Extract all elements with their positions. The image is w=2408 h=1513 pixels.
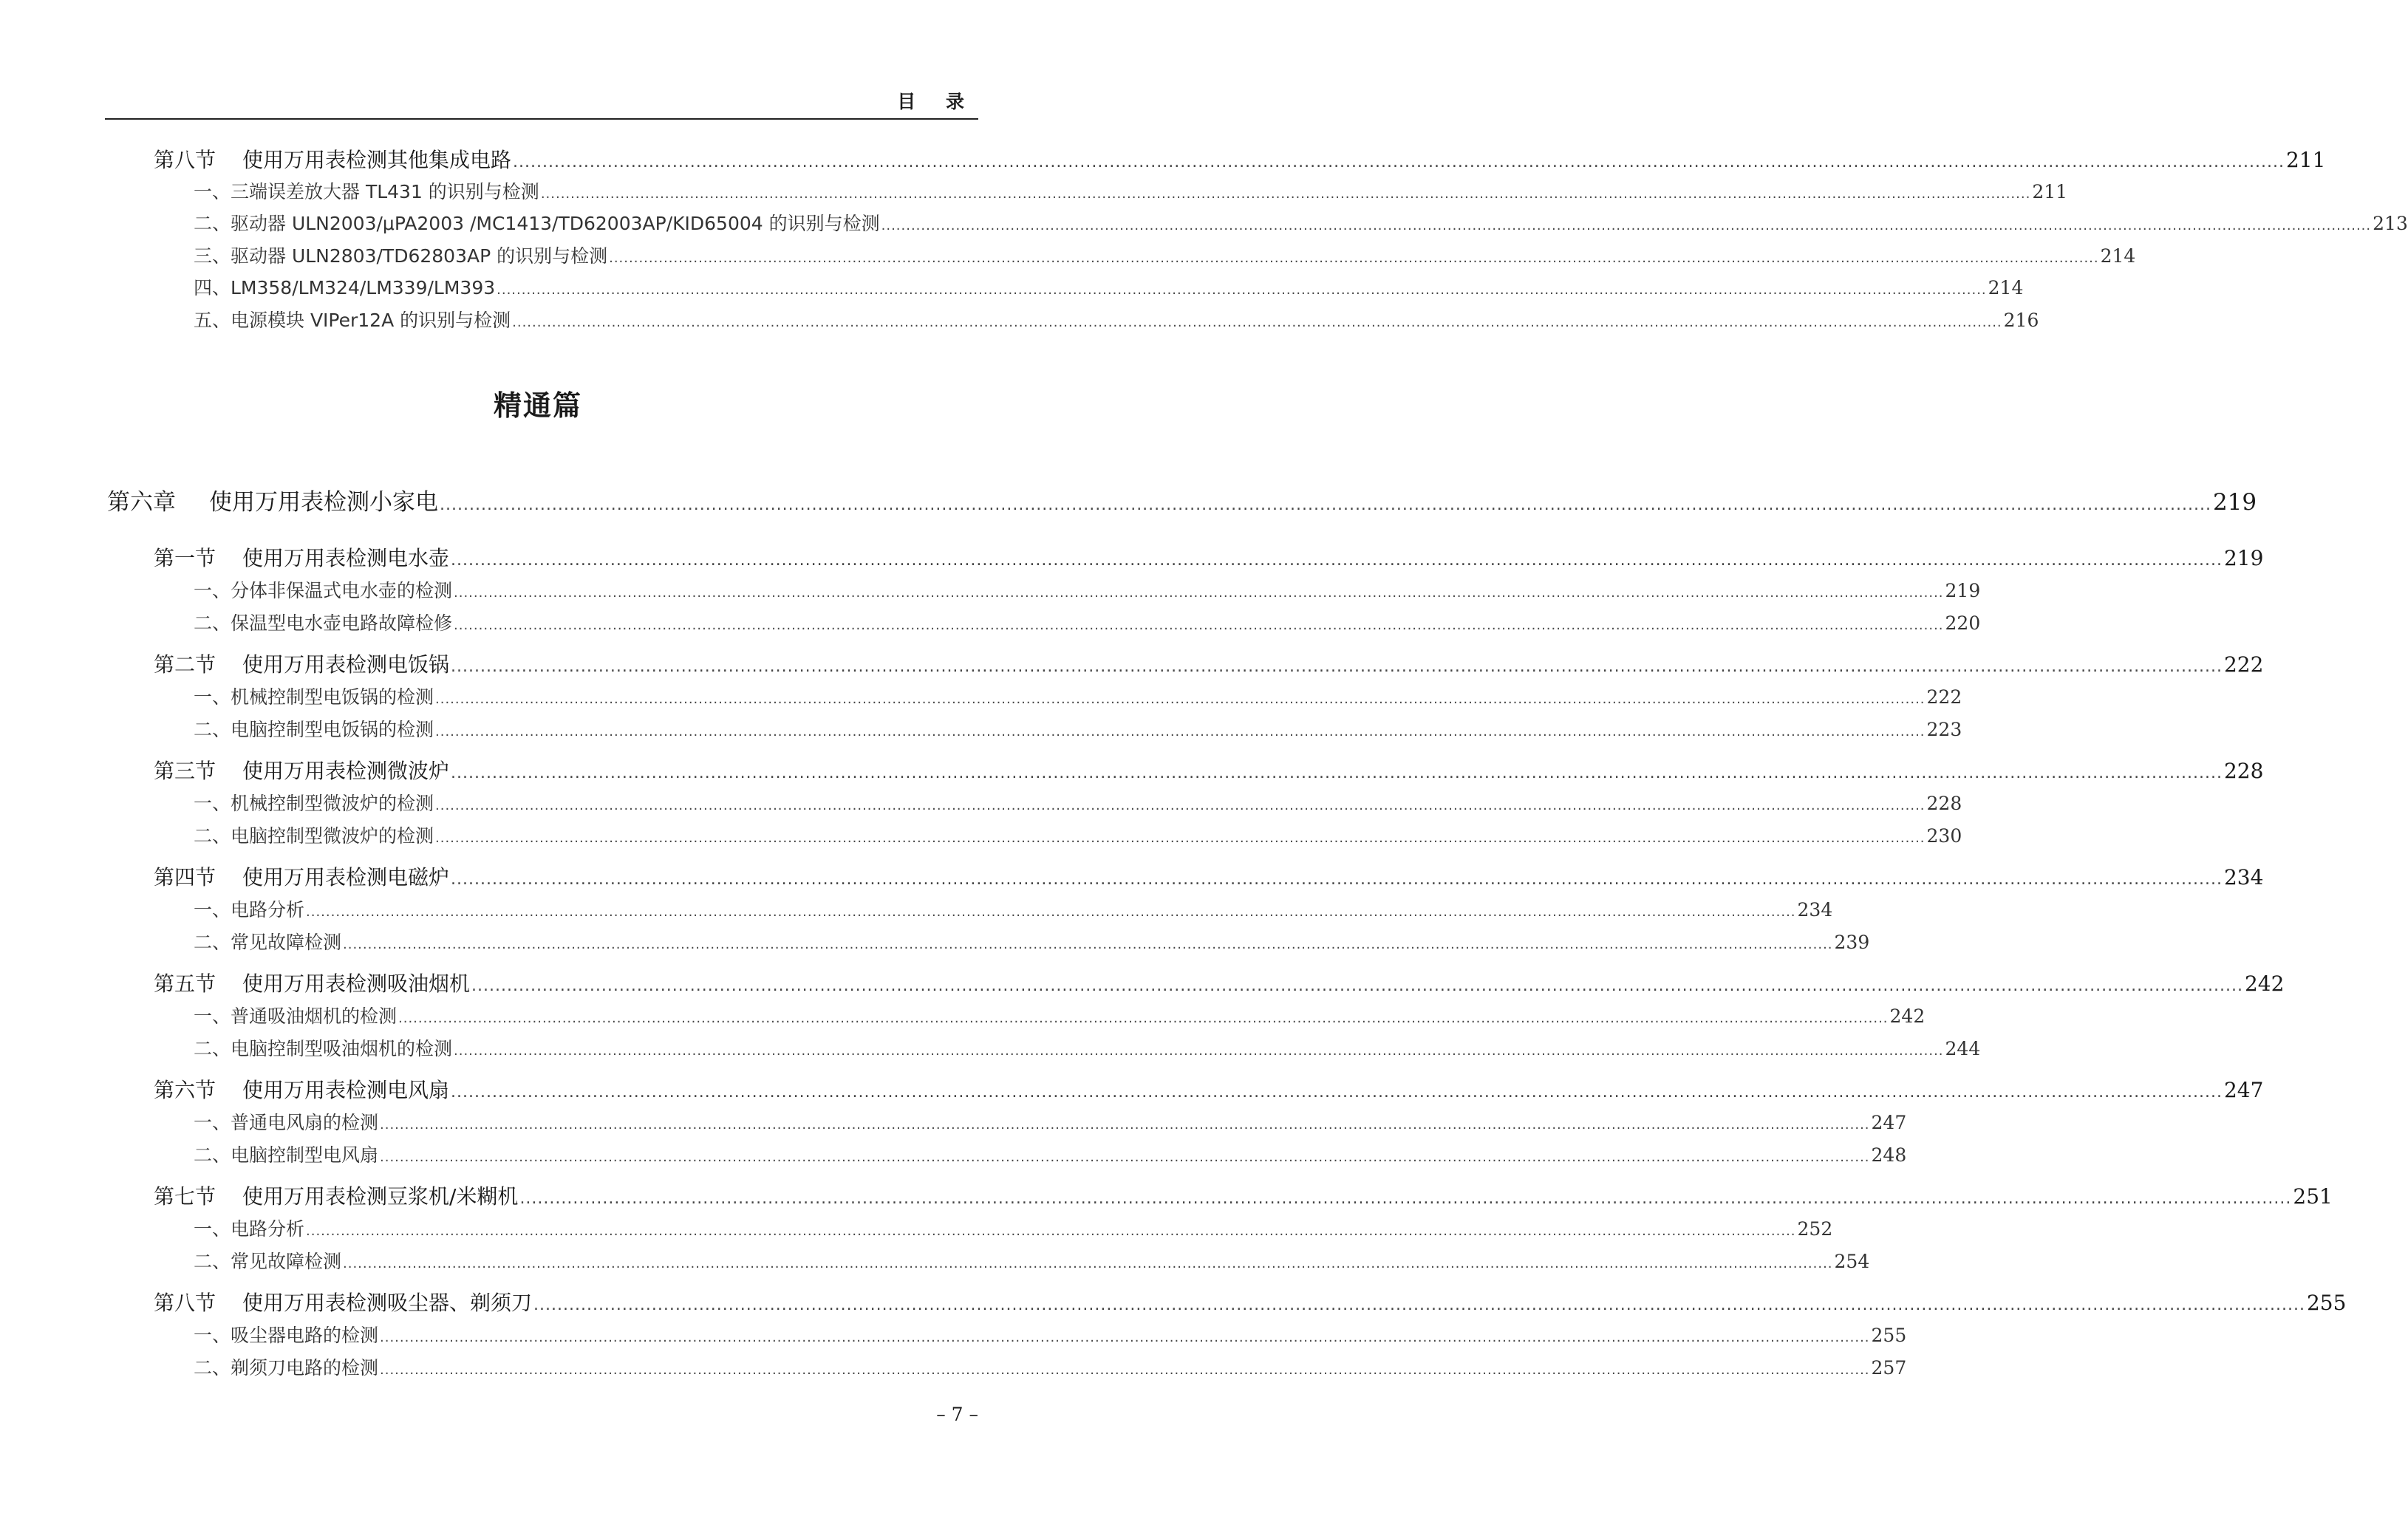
leader-dots: ............................................................................................................................................................................................................................................................................................................ <box>343 937 1833 952</box>
subentry-label: 二、保温型电水壶电路故障检修 <box>194 612 453 634</box>
section-title: 使用万用表检测电风扇 <box>242 1078 450 1102</box>
page-ref: 219 <box>2223 546 2264 570</box>
subentry-label: 五、电源模块 VIPer12A 的识别与检测 <box>194 310 511 331</box>
subentry-label: 二、常见故障检测 <box>194 1251 342 1272</box>
page-ref: 255 <box>2306 1291 2347 1315</box>
leader-dots: ............................................................................................................................................................................................................................................................................................................ <box>380 1117 1870 1133</box>
page-ref: 251 <box>2293 1184 2333 1209</box>
toc-subentry[interactable] <box>194 609 1981 635</box>
toc-subentry[interactable] <box>194 177 2068 204</box>
page-ref: 214 <box>1988 277 2024 298</box>
leader-dots: ............................................................................................................................................................................................................................................................................................................ <box>881 218 2372 233</box>
page-ref: 255 <box>1871 1325 1907 1346</box>
page-ref: 220 <box>1945 612 1981 634</box>
toc-subentry[interactable] <box>194 1247 1870 1274</box>
toc-subentry[interactable] <box>194 1002 1926 1028</box>
toc-section-entry[interactable] <box>154 542 2264 572</box>
section-title: 使用万用表检测其他集成电路 <box>242 148 512 172</box>
chapter-title: 使用万用表检测小家电 <box>209 489 438 516</box>
leader-dots: ............................................................................................................................................................................................................................................................................................................ <box>451 870 2223 889</box>
page-ref: 228 <box>1926 793 1962 814</box>
page-ref: 252 <box>1797 1218 1833 1240</box>
page-ref: 257 <box>1871 1357 1907 1379</box>
subentry-label: 一、普通电风扇的检测 <box>194 1112 379 1133</box>
page-ref: 219 <box>2212 489 2257 516</box>
page-ref: 223 <box>1926 719 1962 740</box>
toc-section-entry[interactable] <box>154 1074 2264 1104</box>
page-ref: 216 <box>2003 310 2039 331</box>
toc-section-entry[interactable] <box>154 861 2264 891</box>
subentry-label: 一、普通吸油烟机的检测 <box>194 1005 398 1027</box>
toc-subentry[interactable] <box>194 683 1962 709</box>
toc-subentry[interactable] <box>194 1141 1907 1167</box>
page-ref: 254 <box>1834 1251 1870 1272</box>
subentry-label: 一、三端误差放大器 TL431 的识别与检测 <box>194 181 539 202</box>
part-title: 精通篇 <box>493 389 582 422</box>
leader-dots: ............................................................................................................................................................................................................................................................................................................ <box>454 585 1944 601</box>
page-ref: 234 <box>1797 899 1833 921</box>
section-number: 第八节 <box>154 1291 216 1315</box>
page-number: – 7 – <box>936 1404 978 1425</box>
toc-section-entry[interactable] <box>154 755 2264 785</box>
section-title: 使用万用表检测微波炉 <box>242 759 450 783</box>
leader-dots: ............................................................................................................................................................................................................................................................................................................ <box>343 1256 1833 1271</box>
toc-subentry[interactable] <box>194 576 1981 603</box>
toc-subentry[interactable] <box>194 1034 1981 1061</box>
page-ref: 234 <box>2223 865 2264 889</box>
section-number: 第六节 <box>154 1078 216 1102</box>
leader-dots: ............................................................................................................................................................................................................................................................................................................ <box>435 830 1926 846</box>
leader-dots: ............................................................................................................................................................................................................................................................................................................ <box>519 1189 2292 1208</box>
page-ref: 248 <box>1871 1144 1907 1166</box>
page-ref: 244 <box>1945 1038 1981 1059</box>
section-number: 第七节 <box>154 1184 216 1209</box>
leader-dots: ............................................................................................................................................................................................................................................................................................................ <box>512 315 2002 330</box>
leader-dots: ............................................................................................................................................................................................................................................................................................................ <box>440 496 2211 514</box>
section-title: 使用万用表检测电饭锅 <box>242 652 450 677</box>
subentry-label: 二、电脑控制型微波炉的检测 <box>194 825 434 847</box>
leader-dots: ............................................................................................................................................................................................................................................................................................................ <box>380 1330 1870 1345</box>
toc-section-entry[interactable] <box>154 1287 2347 1316</box>
page-ref: 222 <box>2223 652 2264 677</box>
subentry-label: 一、电路分析 <box>194 899 305 921</box>
section-number: 第四节 <box>154 865 216 889</box>
leader-dots: ............................................................................................................................................................................................................................................................................................................ <box>451 551 2223 570</box>
section-title: 使用万用表检测吸油烟机 <box>242 971 471 996</box>
toc-section-entry[interactable] <box>154 1181 2333 1210</box>
leader-dots: ............................................................................................................................................................................................................................................................................................................ <box>451 1083 2223 1102</box>
toc-subentry[interactable] <box>194 1353 1907 1380</box>
leader-dots: ............................................................................................................................................................................................................................................................................................................ <box>513 153 2285 171</box>
toc-subentry[interactable] <box>194 306 2039 332</box>
leader-dots: ............................................................................................................................................................................................................................................................................................................ <box>435 691 1926 707</box>
page-ref: 214 <box>2100 245 2136 267</box>
leader-dots: ............................................................................................................................................................................................................................................................................................................ <box>451 658 2223 676</box>
leader-dots: ............................................................................................................................................................................................................................................................................................................ <box>380 1362 1870 1378</box>
toc-subentry[interactable] <box>194 895 1833 922</box>
leader-dots: ............................................................................................................................................................................................................................................................................................................ <box>435 798 1926 813</box>
leader-dots: ............................................................................................................................................................................................................................................................................................................ <box>398 1011 1889 1026</box>
page-ref: 213 <box>2373 213 2408 234</box>
leader-dots: ............................................................................................................................................................................................................................................................................................................ <box>380 1150 1870 1165</box>
page-ref: 222 <box>1926 686 1962 708</box>
page-header-title: 目 录 <box>897 91 976 112</box>
subentry-label: 一、吸尘器电路的检测 <box>194 1325 379 1346</box>
toc-subentry[interactable] <box>194 242 2136 268</box>
toc-subentry[interactable] <box>194 1215 1833 1241</box>
page-ref: 242 <box>1889 1005 1926 1027</box>
toc-subentry[interactable] <box>194 822 1962 848</box>
page-ref: 239 <box>1834 932 1870 953</box>
subentry-label: 一、分体非保温式电水壶的检测 <box>194 580 453 601</box>
subentry-label: 四、LM358/LM324/LM339/LM393 <box>194 277 496 298</box>
leader-dots: ............................................................................................................................................................................................................................................................................................................ <box>471 977 2243 995</box>
subentry-label: 一、机械控制型微波炉的检测 <box>194 793 434 814</box>
subentry-label: 二、电脑控制型电风扇 <box>194 1144 379 1166</box>
section-number: 第八节 <box>154 148 216 172</box>
page-ref: 247 <box>2223 1078 2264 1102</box>
leader-dots: ............................................................................................................................................................................................................................................................................................................ <box>533 1296 2305 1314</box>
subentry-label: 二、电脑控制型吸油烟机的检测 <box>194 1038 453 1059</box>
toc-subentry[interactable] <box>194 1108 1907 1135</box>
section-number: 第三节 <box>154 759 216 783</box>
section-number: 第二节 <box>154 652 216 677</box>
toc-section-entry[interactable] <box>154 968 2285 997</box>
toc-section-entry[interactable] <box>154 649 2264 678</box>
toc-subentry[interactable] <box>194 273 2024 300</box>
leader-dots: ............................................................................................................................................................................................................................................................................................................ <box>451 764 2223 782</box>
page-ref: 242 <box>2244 971 2285 996</box>
section-number: 第一节 <box>154 546 216 570</box>
page-ref: 211 <box>2032 181 2068 202</box>
page-ref: 247 <box>1871 1112 1907 1133</box>
toc-subentry[interactable] <box>194 928 1870 954</box>
subentry-label: 二、常见故障检测 <box>194 932 342 953</box>
toc-subentry[interactable] <box>194 209 2408 236</box>
section-title: 使用万用表检测电磁炉 <box>242 865 450 889</box>
toc-subentry[interactable] <box>194 789 1962 816</box>
subentry-label: 二、剃须刀电路的检测 <box>194 1357 379 1379</box>
section-title: 使用万用表检测豆浆机/米糊机 <box>242 1184 519 1209</box>
section-number: 第五节 <box>154 971 216 996</box>
section-title: 使用万用表检测电水壶 <box>242 546 450 570</box>
page-ref: 211 <box>2285 148 2326 172</box>
toc-subentry[interactable] <box>194 715 1962 742</box>
subentry-label: 三、驱动器 ULN2803/TD62803AP 的识别与检测 <box>194 245 608 267</box>
toc-chapter-entry[interactable] <box>107 483 2257 516</box>
header-rule <box>105 118 978 120</box>
leader-dots: ............................................................................................................................................................................................................................................................................................................ <box>306 904 1796 920</box>
leader-dots: ............................................................................................................................................................................................................................................................................................................ <box>540 186 2031 202</box>
toc-subentry[interactable] <box>194 1321 1907 1348</box>
subentry-label: 一、电路分析 <box>194 1218 305 1240</box>
chapter-number: 第六章 <box>107 489 176 516</box>
leader-dots: ............................................................................................................................................................................................................................................................................................................ <box>306 1223 1796 1239</box>
leader-dots: ............................................................................................................................................................................................................................................................................................................ <box>435 724 1926 740</box>
leader-dots: ............................................................................................................................................................................................................................................................................................................ <box>609 250 2099 266</box>
section-title: 使用万用表检测吸尘器、剃须刀 <box>242 1291 533 1315</box>
leader-dots: ............................................................................................................................................................................................................................................................................................................ <box>454 1043 1944 1059</box>
toc-section-entry[interactable] <box>154 144 2326 174</box>
subentry-label: 一、机械控制型电饭锅的检测 <box>194 686 434 708</box>
page-ref: 228 <box>2223 759 2264 783</box>
leader-dots: ............................................................................................................................................................................................................................................................................................................ <box>497 282 1987 298</box>
page-ref: 230 <box>1926 825 1962 847</box>
leader-dots: ............................................................................................................................................................................................................................................................................................................ <box>454 618 1944 633</box>
page-ref: 219 <box>1945 580 1981 601</box>
subentry-label: 二、电脑控制型电饭锅的检测 <box>194 719 434 740</box>
subentry-label: 二、驱动器 ULN2003/μPA2003 /MC1413/TD62003AP/KID65004 的识别与检测 <box>194 213 880 234</box>
